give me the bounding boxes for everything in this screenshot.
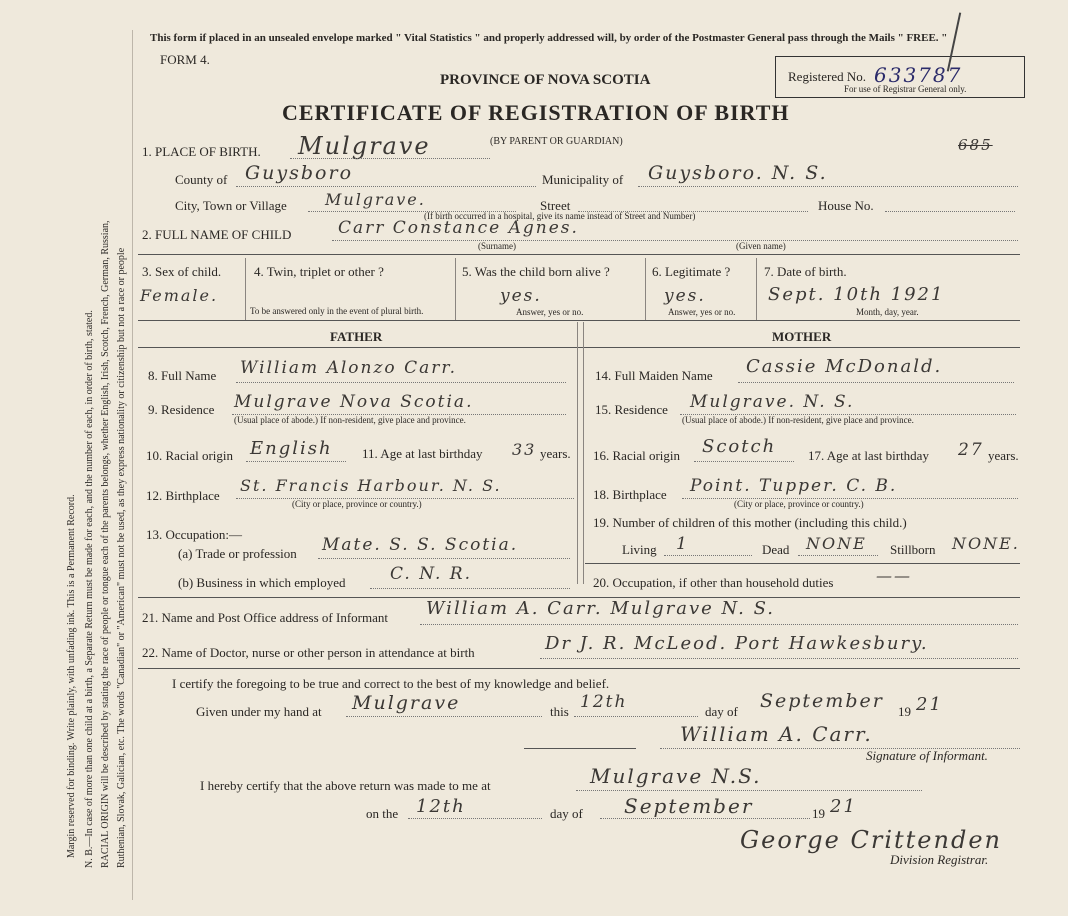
father-race-line bbox=[246, 461, 346, 462]
city-label: City, Town or Village bbox=[175, 198, 287, 213]
surname-note: (Surname) bbox=[478, 241, 516, 251]
margin-note-3: RACIAL ORIGIN will be described by stating the race of people or tongue each of the parents belongs, whether English, Irish, Scotch, French, German, Russian, bbox=[100, 220, 111, 868]
mother-name-value: Cassie McDonald. bbox=[746, 356, 943, 377]
return-place-value: Mulgrave N.S. bbox=[590, 764, 762, 788]
margin-note-4: Ruthenian, Slovak, Galician, etc. The words "Canadian" or "American" must not be used, as they express nationality or citizenship but not a race or people bbox=[116, 247, 127, 868]
child-name-value: Carr Constance Agnes. bbox=[338, 218, 579, 238]
father-birthplace-label: 12. Birthplace bbox=[146, 488, 220, 503]
alive-note: Answer, yes or no. bbox=[516, 307, 584, 317]
father-birthplace-note: (City or place, province or country.) bbox=[292, 499, 422, 509]
mother-race-line bbox=[694, 461, 794, 462]
county-value: Guysboro bbox=[245, 162, 354, 184]
mother-residence-value: Mulgrave. N. S. bbox=[690, 392, 855, 412]
doctor-line bbox=[540, 658, 1018, 659]
parents-divider-a bbox=[577, 322, 578, 584]
twin-label: 4. Twin, triplet or other ? bbox=[254, 264, 384, 279]
sex-label: 3. Sex of child. bbox=[142, 264, 222, 279]
page-title: CERTIFICATE OF REGISTRATION OF BIRTH bbox=[282, 100, 790, 125]
father-age-years: years. bbox=[540, 446, 571, 461]
parents-divider-b bbox=[583, 322, 584, 584]
father-name-label: 8. Full Name bbox=[148, 368, 217, 383]
given-name-note: (Given name) bbox=[736, 241, 786, 251]
year-prefix: 19 bbox=[898, 704, 911, 719]
father-race-label: 10. Racial origin bbox=[146, 448, 234, 463]
corner-mark: 685 bbox=[958, 136, 993, 154]
mail-notice: This form if placed in an unsealed envelope marked " Vital Statistics " and properly addressed will, by order of the Postmaster General pass through the Mails " FREE. " bbox=[150, 32, 948, 44]
row3-divider-1 bbox=[245, 258, 246, 320]
mother-race-label: 16. Racial origin bbox=[593, 448, 681, 463]
rule-row3-top bbox=[138, 254, 1020, 255]
this-label: this bbox=[550, 704, 569, 719]
division-registrar-label: Division Registrar. bbox=[890, 852, 989, 867]
sex-value: Female. bbox=[140, 286, 219, 305]
child-name-label: 2. FULL NAME OF CHILD bbox=[142, 227, 292, 242]
mother-birthplace-note: (City or place, province or country.) bbox=[734, 499, 864, 509]
margin-note-1: Margin reserved for binding. Write plainly, with unfading ink. This is a Permanent Record. bbox=[66, 494, 77, 858]
year2-value: 21 bbox=[830, 796, 857, 817]
mother-age-value: 27 bbox=[958, 440, 984, 460]
informant-line bbox=[420, 624, 1018, 625]
informant-signature-label: Signature of Informant. bbox=[866, 748, 988, 763]
doctor-value: Dr J. R. McLeod. Port Hawkesbury. bbox=[545, 633, 929, 654]
father-heading: FATHER bbox=[330, 329, 383, 344]
legitimate-note: Answer, yes or no. bbox=[668, 307, 736, 317]
blank-signature-line bbox=[524, 748, 636, 749]
year-value: 21 bbox=[916, 694, 943, 715]
date-of-birth-value: Sept. 10th 1921 bbox=[768, 284, 945, 305]
this-day-line bbox=[574, 716, 698, 717]
registrar-signature: George Crittenden bbox=[740, 826, 1002, 854]
mother-residence-label: 15. Residence bbox=[595, 402, 668, 417]
trade-value: Mate. S. S. Scotia. bbox=[322, 535, 519, 555]
child-line bbox=[332, 240, 1018, 241]
form-number: FORM 4. bbox=[160, 52, 210, 67]
doctor-label: 22. Name of Doctor, nurse or other person in attendance at birth bbox=[142, 645, 475, 660]
father-name-line bbox=[236, 382, 566, 383]
father-birthplace-value: St. Francis Harbour. N. S. bbox=[240, 476, 502, 495]
alive-value: yes. bbox=[500, 286, 542, 306]
hospital-note: (If birth occurred in a hospital, give its name instead of Street and Number) bbox=[424, 211, 696, 221]
registered-box bbox=[775, 56, 1025, 98]
registered-value: 633787 bbox=[874, 63, 963, 87]
house-label: House No. bbox=[818, 198, 874, 213]
children-count-label: 19. Number of children of this mother (including this child.) bbox=[593, 515, 907, 530]
rule-row3-bottom bbox=[138, 320, 1020, 321]
year2-prefix: 19 bbox=[812, 806, 825, 821]
informant-signature: William A. Carr. bbox=[680, 722, 873, 746]
mother-race-value: Scotch bbox=[702, 436, 777, 457]
province-heading: PROVINCE OF NOVA SCOTIA bbox=[440, 72, 651, 88]
by-parent-note: (BY PARENT OR GUARDIAN) bbox=[490, 136, 623, 147]
certify-statement: I certify the foregoing to be true and correct to the best of my knowledge and belief. bbox=[172, 676, 610, 691]
trade-label: (a) Trade or profession bbox=[178, 546, 297, 561]
father-age-value: 33 bbox=[512, 440, 537, 459]
month-value: September bbox=[760, 690, 884, 712]
informant-value: William A. Carr. Mulgrave N. S. bbox=[426, 598, 775, 619]
trade-line bbox=[318, 558, 570, 559]
business-line bbox=[370, 588, 570, 589]
mother-occupation-label: 20. Occupation, if other than household duties bbox=[593, 575, 834, 590]
this-day-value: 12th bbox=[580, 692, 628, 712]
living-line bbox=[664, 555, 752, 556]
father-residence-label: 9. Residence bbox=[148, 402, 215, 417]
mother-age-label: 17. Age at last birthday bbox=[808, 448, 929, 463]
given-place-line bbox=[346, 716, 542, 717]
mother-occupation-value: —— bbox=[876, 566, 912, 585]
row3-divider-2 bbox=[455, 258, 456, 320]
mother-name-line bbox=[738, 382, 1014, 383]
father-race-value: English bbox=[250, 438, 333, 459]
on-the-label: on the bbox=[366, 806, 399, 821]
registrar-note: For use of Registrar General only. bbox=[844, 84, 967, 94]
place-line bbox=[290, 158, 490, 159]
municipality-line bbox=[638, 186, 1018, 187]
city-value: Mulgrave. bbox=[325, 190, 426, 209]
registered-label: Registered No. bbox=[788, 69, 866, 84]
return-label: I hereby certify that the above return was made to me at bbox=[200, 778, 491, 793]
date-of-birth-label: 7. Date of birth. bbox=[764, 264, 847, 279]
stillborn-value: NONE. bbox=[952, 534, 1020, 553]
municipality-value: Guysboro. N. S. bbox=[648, 162, 828, 184]
father-residence-value: Mulgrave Nova Scotia. bbox=[234, 392, 474, 412]
dead-label: Dead bbox=[762, 542, 790, 557]
legitimate-label: 6. Legitimate ? bbox=[652, 264, 731, 279]
stillborn-label: Stillborn bbox=[890, 542, 936, 557]
county-line bbox=[236, 186, 536, 187]
given-under-label: Given under my hand at bbox=[196, 704, 322, 719]
father-occupation-label: 13. Occupation:— bbox=[146, 527, 243, 542]
dead-value: NONE bbox=[806, 534, 867, 553]
mother-age-years: years. bbox=[988, 448, 1019, 463]
on-day-line bbox=[408, 818, 542, 819]
date-note: Month, day, year. bbox=[856, 307, 919, 317]
dead-line bbox=[798, 555, 878, 556]
place-of-birth-value: Mulgrave bbox=[298, 132, 431, 160]
mother-heading: MOTHER bbox=[772, 329, 832, 344]
informant-label: 21. Name and Post Office address of Informant bbox=[142, 610, 388, 625]
father-residence-note: (Usual place of abode.) If non-resident, give place and province. bbox=[234, 415, 466, 425]
margin-divider bbox=[132, 30, 133, 900]
mother-birthplace-label: 18. Birthplace bbox=[593, 487, 667, 502]
legitimate-value: yes. bbox=[664, 286, 706, 306]
mother-name-label: 14. Full Maiden Name bbox=[595, 368, 713, 383]
day-of2-label: day of bbox=[550, 806, 583, 821]
business-label: (b) Business in which employed bbox=[178, 575, 346, 590]
margin-note-2: N. B.—In case of more than one child at a birth, a Separate Return must be made for each, and the number of each, in order of birth, stated. bbox=[84, 310, 95, 868]
house-line bbox=[885, 211, 1015, 212]
row3-divider-3 bbox=[645, 258, 646, 320]
rule-certification-top bbox=[138, 668, 1020, 669]
twin-note: To be answered only in the event of plural birth. bbox=[250, 306, 424, 316]
return-place-line bbox=[576, 790, 922, 791]
mother-birthplace-value: Point. Tupper. C. B. bbox=[690, 476, 898, 496]
county-label: County of bbox=[175, 172, 228, 187]
month2-line bbox=[600, 818, 810, 819]
place-of-birth-label: 1. PLACE OF BIRTH. bbox=[142, 144, 261, 159]
rule-parents-top bbox=[138, 347, 1020, 348]
street-label: Street bbox=[540, 198, 571, 213]
living-value: 1 bbox=[676, 534, 689, 554]
mother-residence-note: (Usual place of abode.) If non-resident, give place and province. bbox=[682, 415, 914, 425]
father-name-value: William Alonzo Carr. bbox=[240, 358, 458, 378]
day-of-label: day of bbox=[705, 704, 738, 719]
row3-divider-4 bbox=[756, 258, 757, 320]
father-age-label: 11. Age at last birthday bbox=[362, 446, 483, 461]
business-value: C. N. R. bbox=[390, 564, 473, 584]
on-day-value: 12th bbox=[416, 796, 466, 817]
given-place-value: Mulgrave bbox=[352, 692, 461, 714]
rule-mother-occupation bbox=[585, 563, 1020, 564]
municipality-label: Municipality of bbox=[542, 172, 624, 187]
alive-label: 5. Was the child born alive ? bbox=[462, 264, 610, 279]
living-label: Living bbox=[622, 542, 657, 557]
month2-value: September bbox=[624, 794, 754, 818]
